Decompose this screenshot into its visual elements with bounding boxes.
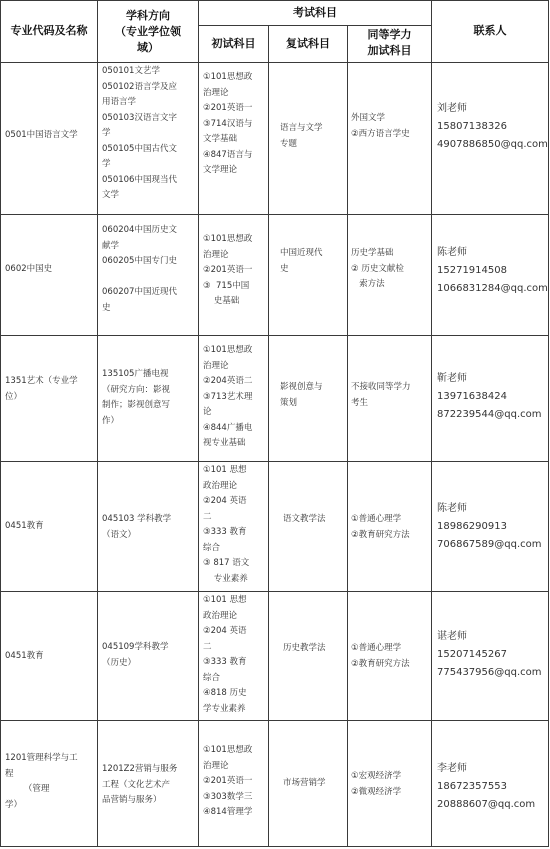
row-divider bbox=[0, 335, 549, 336]
row-divider bbox=[0, 720, 549, 721]
cell-direction: 060204中国历史文 献学 060205中国专门史 060207中国近现代 史 bbox=[102, 225, 177, 313]
cell-initial-exam: ①101思想政 治理论 ②201英语一 ③303数学三 ④814管理学 bbox=[203, 745, 253, 817]
contact-phone: 18986290913 bbox=[437, 521, 507, 532]
column-divider bbox=[198, 0, 199, 847]
cell-equivalent: 历史学基础 ② 历史文献检 索方法 bbox=[351, 248, 404, 289]
contact-name: 李老师 bbox=[437, 763, 467, 774]
column-divider bbox=[347, 25, 348, 847]
contact-phone: 15271914508 bbox=[437, 265, 507, 276]
cell-major: 0602中国史 bbox=[5, 264, 53, 274]
cell-initial-exam: ①101 思想 政治理论 ②204 英语 二 ③333 教育 综合 ③ 817 语文 专业素养 bbox=[203, 465, 250, 584]
cell-major: 0451教育 bbox=[5, 521, 44, 531]
table-border-right bbox=[548, 0, 549, 847]
cell-initial-exam: ①101思想政 治理论 ②201英语一 ③714汉语与 文学基础 ④847语言与 文学理论 bbox=[203, 72, 253, 175]
cell-direction: 045103 学科教学 （语文） bbox=[102, 514, 172, 540]
contact-phone: 15807138326 bbox=[437, 121, 507, 132]
contact-name: 陈老师 bbox=[437, 247, 467, 258]
cell-equivalent: ①普通心理学 ②教育研究方法 bbox=[351, 643, 410, 669]
cell-equivalent: ①普通心理学 ②教育研究方法 bbox=[351, 514, 410, 540]
header-contact: 联系人 bbox=[473, 24, 507, 37]
header-initial-exam: 初试科目 bbox=[211, 37, 256, 50]
cell-retest: 语文教学法 bbox=[283, 514, 326, 524]
cell-major: 1351艺术（专业学 位） bbox=[5, 376, 78, 402]
cell-initial-exam: ①101思想政 治理论 ②204英语二 ③713艺术理 论 ④844广播电 视专业基础 bbox=[203, 345, 253, 448]
header-equivalent: 同等学力 加试科目 bbox=[367, 28, 412, 57]
table-border-top bbox=[0, 0, 549, 1]
cell-retest: 影视创意与 策划 bbox=[280, 382, 323, 408]
contact-email[interactable]: 4907886850@qq.com bbox=[437, 139, 548, 150]
cell-equivalent: ①宏观经济学 ②微观经济学 bbox=[351, 771, 402, 797]
column-divider bbox=[431, 0, 432, 847]
cell-direction: 045109学科教学 （历史） bbox=[102, 642, 169, 668]
cell-initial-exam: ①101 思想 政治理论 ②204 英语 二 ③333 教育 综合 ④818 历史 学专业素养 bbox=[203, 595, 247, 714]
contact-email[interactable]: 775437956@qq.com bbox=[437, 667, 542, 678]
row-divider bbox=[0, 591, 549, 592]
row-divider bbox=[0, 214, 549, 215]
row-divider bbox=[0, 62, 549, 63]
header-exam-subjects: 考试科目 bbox=[293, 6, 337, 19]
header-retest: 复试科目 bbox=[286, 37, 330, 50]
contact-email[interactable]: 1066831284@qq.com bbox=[437, 283, 548, 294]
cell-direction: 135105广播电视 （研究方向：影视 制作；影视创意写 作） bbox=[102, 369, 171, 426]
cell-major: 1201管理科学与工 程 （管理 学） bbox=[5, 753, 78, 810]
table-border-left bbox=[0, 0, 1, 847]
cell-direction: 050101文艺学 050102语言学及应 用语言学 050103汉语言文字 学 050105中国古代文 学 050106中国现当代 文学 bbox=[102, 66, 177, 200]
contact-name: 谌老师 bbox=[437, 631, 467, 642]
cell-major: 0451教育 bbox=[5, 651, 44, 661]
header-direction: 学科方向 （专业学位领 域） bbox=[115, 9, 181, 54]
column-divider bbox=[268, 25, 269, 847]
contact-phone: 13971638424 bbox=[437, 391, 507, 402]
cell-equivalent: 外国文学 ②西方语言学史 bbox=[351, 113, 410, 139]
cell-equivalent: 不接收同等学力 考生 bbox=[351, 382, 411, 408]
cell-retest: 市场营销学 bbox=[283, 778, 326, 788]
cell-retest: 语言与文学 专题 bbox=[280, 123, 323, 149]
row-divider bbox=[0, 461, 549, 462]
contact-phone: 15207145267 bbox=[437, 649, 507, 660]
contact-name: 刘老师 bbox=[437, 103, 467, 114]
cell-initial-exam: ①101思想政 治理论 ②201英语一 ③ 715中国 史基础 bbox=[203, 234, 253, 306]
contact-email[interactable]: 872239544@qq.com bbox=[437, 409, 542, 420]
cell-retest: 中国近现代 史 bbox=[280, 248, 323, 274]
cell-direction: 1201Z2营销与服务 工程（文化艺术产 品营销与服务） bbox=[102, 764, 178, 805]
contact-name: 陈老师 bbox=[437, 503, 467, 514]
contact-name: 靳老师 bbox=[437, 373, 467, 384]
header-major: 专业代码及名称 bbox=[10, 24, 88, 37]
contact-phone: 18672357553 bbox=[437, 781, 507, 792]
contact-email[interactable]: 20888607@qq.com bbox=[437, 799, 536, 810]
table-border-bottom bbox=[0, 846, 549, 847]
cell-major: 0501中国语言文学 bbox=[5, 130, 78, 140]
header-divider bbox=[198, 25, 432, 26]
column-divider bbox=[97, 0, 98, 847]
contact-email[interactable]: 706867589@qq.com bbox=[437, 539, 542, 550]
cell-retest: 历史教学法 bbox=[283, 643, 326, 653]
